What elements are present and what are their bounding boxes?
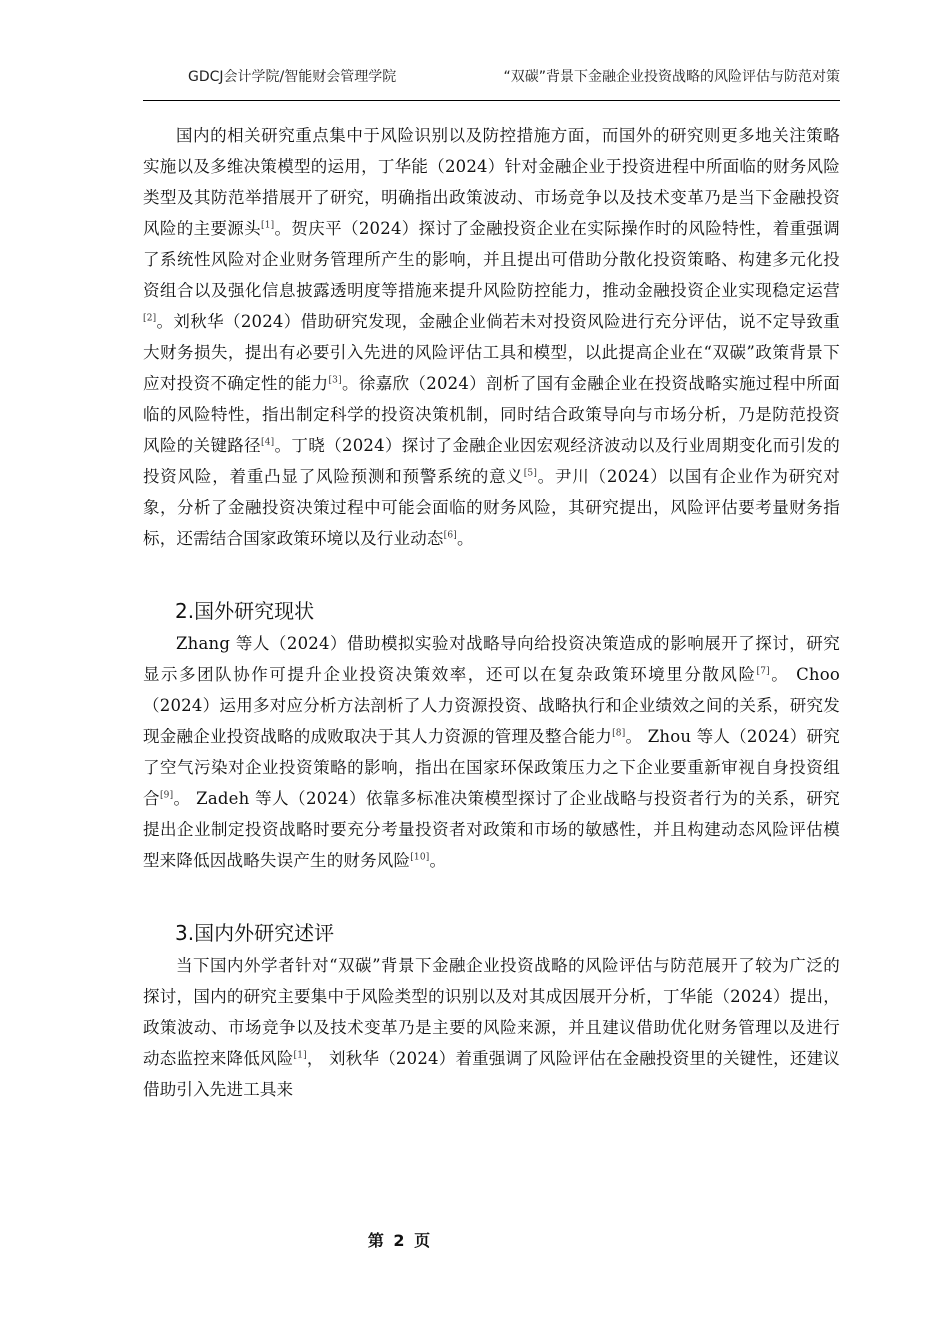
page-header <box>143 64 840 101</box>
citation-ref: [9] <box>159 790 174 801</box>
citation-ref: [5] <box>523 468 538 479</box>
body-paragraph: 当下国内外学者针对“双碳”背景下金融企业投资战略的风险评估与防范展开了较为广泛的探讨，国内的研究主要集中于风险类型的识别以及对其成因展开分析，丁华能（2024）提出，政策波动、市场竞争以及技术变革乃是主要的风险来源，并且建议借助优化财务管理以及进行动态监控来降低风险[1]， 刘秋华（2024）着重强调了风险评估在金融投资里的关键性，还建议借助引入先进工具来 <box>143 956 840 1099</box>
citation-ref: [3] <box>328 375 342 386</box>
citation-ref: [6] <box>443 530 457 541</box>
section-heading: 3.国内外研究述评 <box>175 921 335 945</box>
header-institution: GDCJ会计学院/智能财会管理学院 <box>188 69 397 85</box>
citation-ref: [10] <box>410 852 430 863</box>
citation-ref: [1] <box>293 1050 307 1061</box>
main-content <box>143 120 840 1105</box>
citation-ref: [8] <box>612 728 626 739</box>
body-paragraph: 国内的相关研究重点集中于风险识别以及防控措施方面，而国外的研究则更多地关注策略实施以及多维决策模型的运用，丁华能（2024）针对金融企业于投资进程中所面临的财务风险类型及其防范举措展开了研究，明确指出政策波动、市场竞争以及技术变革乃是当下金融投资风险的主要源头[1]。贺庆平（2024）探讨了金融投资企业在实际操作时的风险特性，着重强调了系统性风险对企业财务管理所产生的影响，并且提出可借助分散化投资策略、构建多元化投资组合以及强化信息披露透明度等措施来提升风险防控能力，推动金融投资企业实现稳定运营[2]。刘秋华（2024）借助研究发现，金融企业倘若未对投资风险进行充分评估，说不定导致重大财务损失，提出有必要引入先进的风险评估工具和模型，以此提高企业在“双碳”政策背景下应对投资不确定性的能力[3]。徐嘉欣（2024）剖析了国有金融企业在投资战略实施过程中所面临的风险特性，指出制定科学的投资决策机制，同时结合政策导向与市场分析，乃是防范投资风险的关键路径[4]。丁晓（2024）探讨了金融企业因宏观经济波动以及行业周期变化而引发的投资风险，着重凸显了风险预测和预警系统的意义[5]。尹川（2024）以国有企业作为研究对象，分析了金融投资决策过程中可能会面临的财务风险，其研究提出，风险评估要考量财务指标，还需结合国家政策环境以及行业动态[6]。 <box>143 126 840 548</box>
body-paragraph: Zhang 等人（2024）借助模拟实验对战略导向给投资决策造成的影响展开了探讨，研究显示多团队协作可提升企业投资决策效率，还可以在复杂政策环境里分散风险[7]。 Choo （2024）运用多对应分析方法剖析了人力资源投资、战略执行和企业绩效之间的关系，研究发现金融企业投资战略的成败取决于其人力资源的管理及整合能力[8]。 Zhou 等人（2024）研究了空气污染对企业投资策略的影响，指出在国家环保政策压力之下企业要重新审视自身投资组合[9]。 Zadeh 等人（2024）依靠多标准决策模型探讨了企业战略与投资者行为的关系，研究提出企业制定投资战略时要充分考量投资者对政策和市场的敏感性，并且构建动态风险评估模型来降低因战略失误产生的财务风险[10]。 <box>143 634 840 870</box>
citation-ref: [2] <box>143 313 157 324</box>
section-heading: 2.国外研究现状 <box>175 599 315 623</box>
citation-ref: [4] <box>261 437 275 448</box>
page-number: 第 2 页 <box>367 1231 433 1250</box>
header-paper-title: “双碳”背景下金融企业投资战略的风险评估与防范对策 <box>503 69 840 85</box>
citation-ref: [1] <box>261 220 275 231</box>
citation-ref: [7] <box>756 666 770 677</box>
